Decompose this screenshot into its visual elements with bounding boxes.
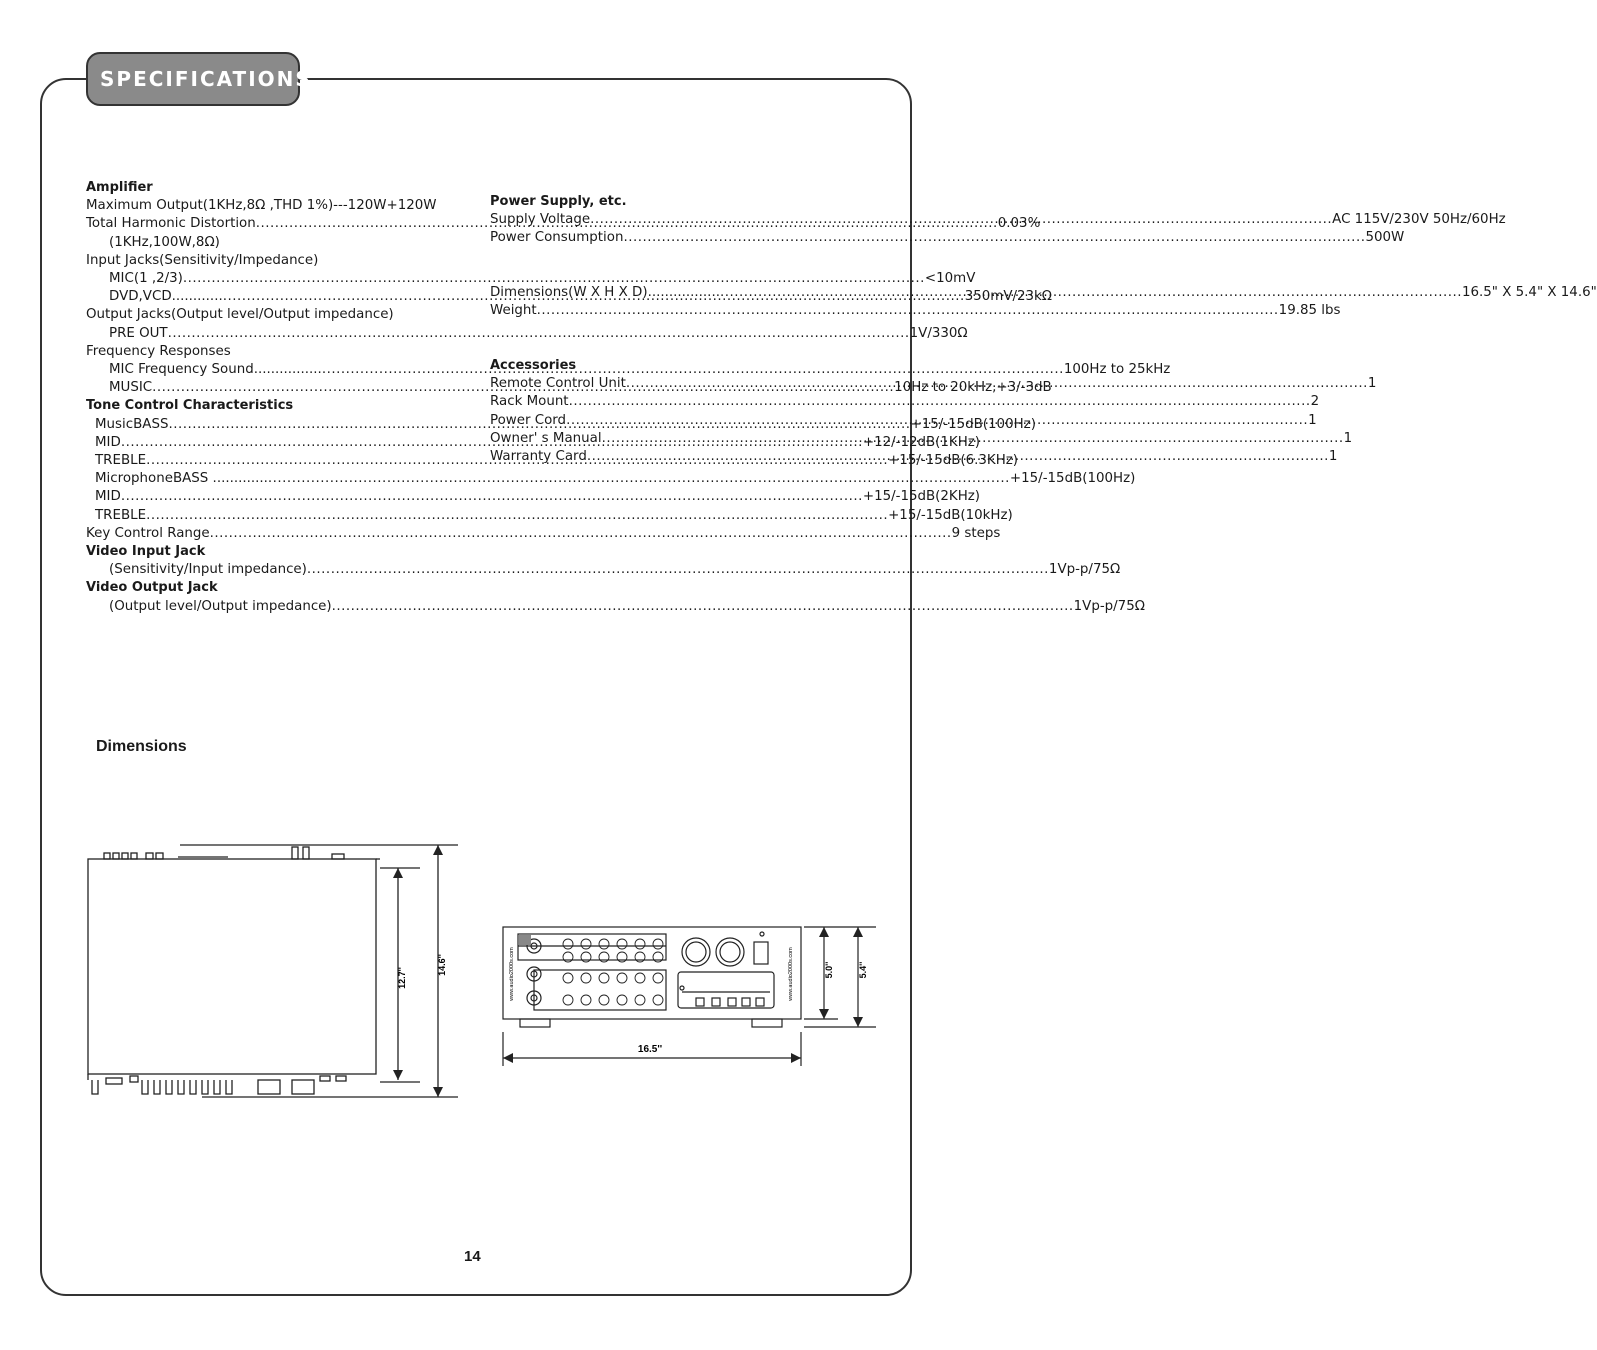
dimensions-title: Dimensions xyxy=(96,738,187,755)
front-url-left: www.audio2000s.com xyxy=(509,947,515,1001)
dimensions-row: Dimensions(W X H X D)................. ..... 16.5" X 5.4" X 14.6" xyxy=(490,284,874,302)
tone-mic-mid: MID ..... +15/-15dB(2KHz) xyxy=(86,488,470,506)
power-consumption-row: Power Consumption ..... 500W xyxy=(490,229,874,247)
freq-responses: Frequency Responses xyxy=(86,343,231,359)
accessories-heading: Accessories xyxy=(490,358,577,374)
mic-input-row: MIC(1 ,2/3) ..... <10mV xyxy=(86,270,470,288)
height-inner-label: 5.0'' xyxy=(824,961,834,979)
music-freq-row: MUSIC ..... 10Hz to 20kHz,+3/-3dB xyxy=(86,379,470,397)
power-heading: Power Supply, etc. xyxy=(490,194,627,209)
tone-music-bass: Music BASS ..... +15/-15dB(100Hz) xyxy=(86,416,470,434)
height-outer-label: 5.4'' xyxy=(858,961,868,979)
section-tab xyxy=(86,52,312,106)
amplifier-heading: Amplifier xyxy=(86,180,153,195)
page-number: 14 xyxy=(464,1248,481,1265)
tone-heading: Tone Control Characteristics xyxy=(86,398,294,414)
tone-mic-treble: TREBLE ..... +15/-15dB(10kHz) xyxy=(86,507,470,525)
weight-row: Weight ..... 19.85 lbs xyxy=(490,302,874,320)
thd-row: Total Harmonic Distortion ..... 0.03% xyxy=(86,215,470,233)
dvd-input-row: DVD,VCD............ ..... 350mV/23kΩ xyxy=(86,288,470,306)
video-output-heading: Video Output Jack xyxy=(86,580,218,596)
accessory-item: Warranty Card ..... 1 xyxy=(490,448,874,466)
page-title: SPECIFICATIONS xyxy=(100,67,312,91)
video-input-row: (Sensitivity/Input impedance) ..... 1Vp-p/75Ω xyxy=(86,561,470,579)
output-jacks: Output Jacks(Output level/Output impedance) xyxy=(86,307,394,323)
thd-condition: (1KHz,100W,8Ω) xyxy=(109,234,220,250)
max-output: Maximum Output(1KHz,8Ω ,THD 1%)---120W+120W xyxy=(86,198,437,214)
tone-music-mid: MID ..... +12/-12dB(1KHz) xyxy=(86,434,470,452)
video-output-row: (Output level/Output impedance) ..... 1Vp-p/75Ω xyxy=(86,598,470,616)
depth-outer-label: 14.6'' xyxy=(437,954,447,976)
accessory-item: Power Cord ..... 1 xyxy=(490,412,874,430)
front-url-right: www.audio2000s.com xyxy=(788,947,794,1001)
mic-freq-row: MIC Frequency Sound................ ..... 100Hz to 25kHz xyxy=(86,361,470,379)
accessory-item: Remote Control Unit ..... 1 xyxy=(490,375,874,393)
front-view-drawing xyxy=(498,922,882,1082)
top-view-drawing xyxy=(80,838,470,1102)
input-jacks: Input Jacks(Sensitivity/Impedance) xyxy=(86,252,319,268)
depth-inner-label: 12.7'' xyxy=(397,967,407,989)
preout-row: PRE OUT ..... 1V/330Ω xyxy=(86,325,470,343)
key-control-row: Key Control Range ..... 9 steps xyxy=(86,525,470,543)
supply-voltage-row: Supply Voltage ..... AC 115V/230V 50Hz/60Hz xyxy=(490,211,874,229)
accessory-item: Owner' s Manual ..... 1 xyxy=(490,430,874,448)
tone-mic-bass: Microphone BASS ............. ..... +15/-15dB(100Hz) xyxy=(86,470,470,488)
width-label: 16.5'' xyxy=(637,1044,663,1055)
video-input-heading: Video Input Jack xyxy=(86,544,206,560)
tone-music-treble: TREBLE ..... +15/-15dB(6.3KHz) xyxy=(86,452,470,470)
accessory-item: Rack Mount ..... 2 xyxy=(490,393,874,411)
